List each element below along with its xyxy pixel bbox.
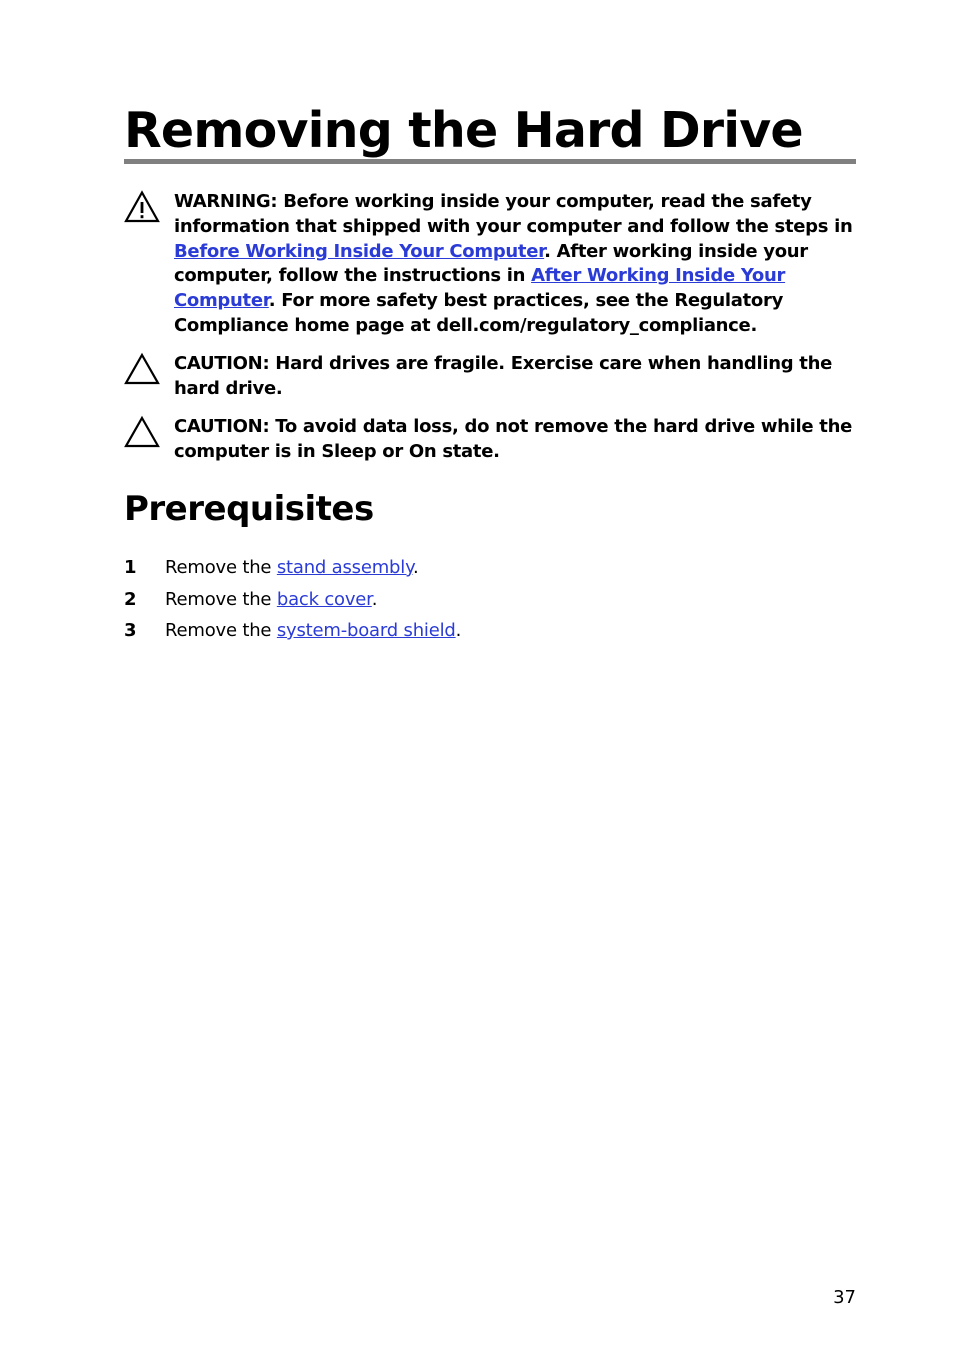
step-suffix: . [412, 557, 419, 578]
prerequisites-heading: Prerequisites [124, 489, 374, 529]
page-number: 37 [833, 1287, 856, 1308]
caution-text-data-loss: CAUTION: To avoid data loss, do not remove the hard drive while the computer is in Sleep or On state. [174, 416, 853, 462]
step-number: 3 [124, 620, 137, 641]
step-prefix: Remove the [165, 588, 277, 610]
caution-text-fragile: CAUTION: Hard drives are fragile. Exercise care when handling the hard drive. [174, 353, 833, 399]
step-text [165, 617, 461, 645]
caution-icon [124, 415, 160, 449]
title-rule [124, 159, 856, 164]
warning-text [174, 190, 864, 339]
step-prefix: Remove the [165, 620, 277, 641]
stand-assembly-link[interactable]: stand assembly [276, 557, 413, 578]
page-title: Removing the Hard Drive [124, 102, 803, 159]
warning-icon [124, 190, 160, 224]
step-number: 1 [124, 557, 137, 578]
list-item [124, 617, 856, 649]
warning-text-part-1: WARNING: Before working inside your computer, read the safety information that shipped with your computer and follow the steps in [174, 191, 853, 237]
step-suffix: . [455, 620, 462, 641]
warning-text-part-2: . After working inside your computer, follow the instructions in [174, 240, 808, 287]
back-cover-link[interactable]: back cover [276, 588, 372, 610]
step-text [165, 554, 419, 582]
list-item [124, 554, 856, 586]
caution-icon [124, 352, 160, 386]
step-prefix: Remove the [165, 557, 277, 578]
after-working-inside-link[interactable]: After Working Inside Your Computer [174, 265, 786, 312]
before-working-inside-link[interactable]: Before Working Inside Your Computer [174, 240, 545, 262]
prerequisites-list [124, 554, 856, 649]
warning-text-part-3: . For more safety best practices, see the Regulatory Compliance home page at dell.com/regulatory_compliance. [174, 290, 784, 336]
step-text [165, 586, 377, 614]
list-item [124, 586, 856, 618]
system-board-shield-link[interactable]: system-board shield [276, 620, 456, 641]
step-suffix: . [371, 588, 378, 610]
step-number: 2 [124, 588, 137, 610]
